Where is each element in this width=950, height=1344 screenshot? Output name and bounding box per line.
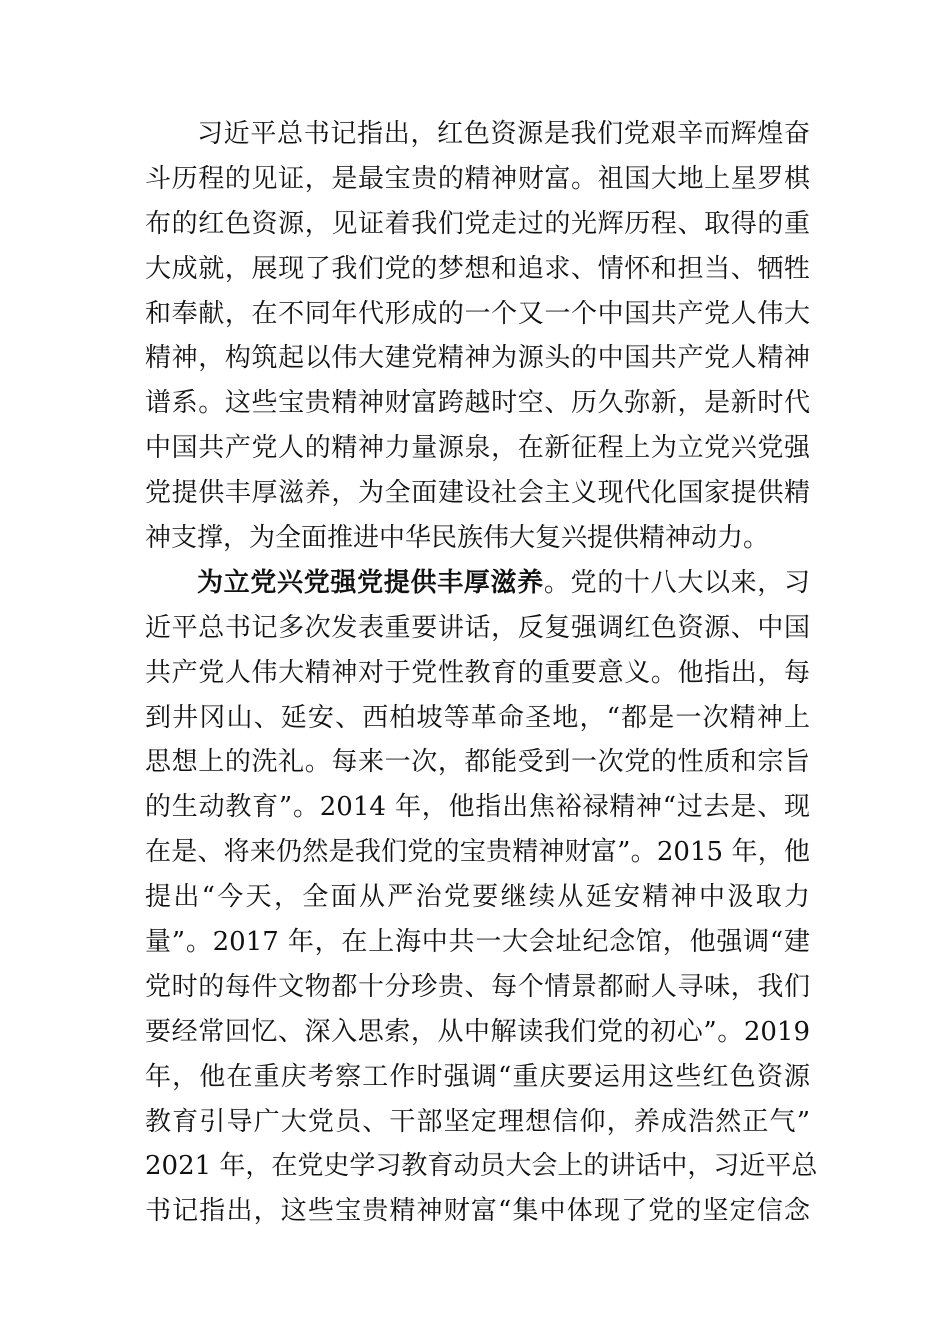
text-line: 习近平总书记指出，红色资源是我们党艰辛而辉煌奋 bbox=[197, 119, 810, 149]
text-line: 党时的每件文物都十分珍贵、每个情景都耐人寻味，我们 bbox=[145, 971, 810, 1002]
paragraph-2 bbox=[145, 561, 818, 1234]
section-heading: 为立党兴党强党提供丰厚滋养 bbox=[197, 567, 544, 598]
text-run: 。党的十八大以来，习 bbox=[543, 567, 810, 598]
text-line: 党提供丰厚滋养，为全面建设社会主义现代化国家提供精 bbox=[145, 478, 810, 509]
text-line: 布的红色资源，见证着我们党走过的光辉历程、取得的重 bbox=[145, 208, 810, 239]
text-line: 思想上的洗礼。每来一次，都能受到一次党的性质和宗旨 bbox=[145, 747, 810, 778]
text-line: 2021 年，在党史学习教育动员大会上的讲话中，习近平总 bbox=[145, 1151, 818, 1182]
text-line: 的生动教育”。2014 年，他指出焦裕禄精神“过去是、现 bbox=[145, 792, 810, 823]
text-line: 斗历程的见证，是最宝贵的精神财富。祖国大地上星罗棋 bbox=[145, 163, 810, 194]
paragraph-1 bbox=[145, 112, 810, 561]
text-line: 精神，构筑起以伟大建党精神为源头的中国共产党人精神 bbox=[145, 343, 810, 374]
text-line: 神支撑，为全面推进中华民族伟大复兴提供精神动力。 bbox=[145, 523, 770, 554]
text-line: 大成就，展现了我们党的梦想和追求、情怀和担当、牺牲 bbox=[145, 253, 810, 284]
text-line: 和奉献，在不同年代形成的一个又一个中国共产党人伟大 bbox=[145, 298, 810, 329]
text-line: 在是、将来仍然是我们党的宝贵精神财富”。2015 年，他 bbox=[145, 837, 810, 868]
text-line: 要经常回忆、深入思索，从中解读我们党的初心”。2019 bbox=[145, 1016, 810, 1047]
text-line: 量”。2017 年，在上海中共一大会址纪念馆，他强调“建 bbox=[145, 927, 810, 958]
text-line: 到井冈山、延安、西柏坡等革命圣地，“都是一次精神上 bbox=[145, 702, 810, 733]
text-line bbox=[145, 561, 810, 606]
text-line: 共产党人伟大精神对于党性教育的重要意义。他指出，每 bbox=[145, 657, 810, 688]
text-line: 提出“今天，全面从严治党要继续从延安精神中汲取力 bbox=[145, 882, 810, 913]
text-line: 谱系。这些宝贵精神财富跨越时空、历久弥新，是新时代 bbox=[145, 388, 810, 419]
text-line: 中国共产党人的精神力量源泉，在新征程上为立党兴党强 bbox=[145, 433, 810, 464]
text-line: 近平总书记多次发表重要讲话，反复强调红色资源、中国 bbox=[145, 612, 810, 643]
text-line: 年，他在重庆考察工作时强调“重庆要运用这些红色资源 bbox=[145, 1061, 810, 1092]
text-line: 书记指出，这些宝贵精神财富“集中体现了党的坚定信念 bbox=[145, 1196, 810, 1227]
body-text bbox=[145, 112, 818, 1234]
text-line: 教育引导广大党员、干部坚定理想信仰，养成浩然正气” bbox=[145, 1106, 810, 1137]
